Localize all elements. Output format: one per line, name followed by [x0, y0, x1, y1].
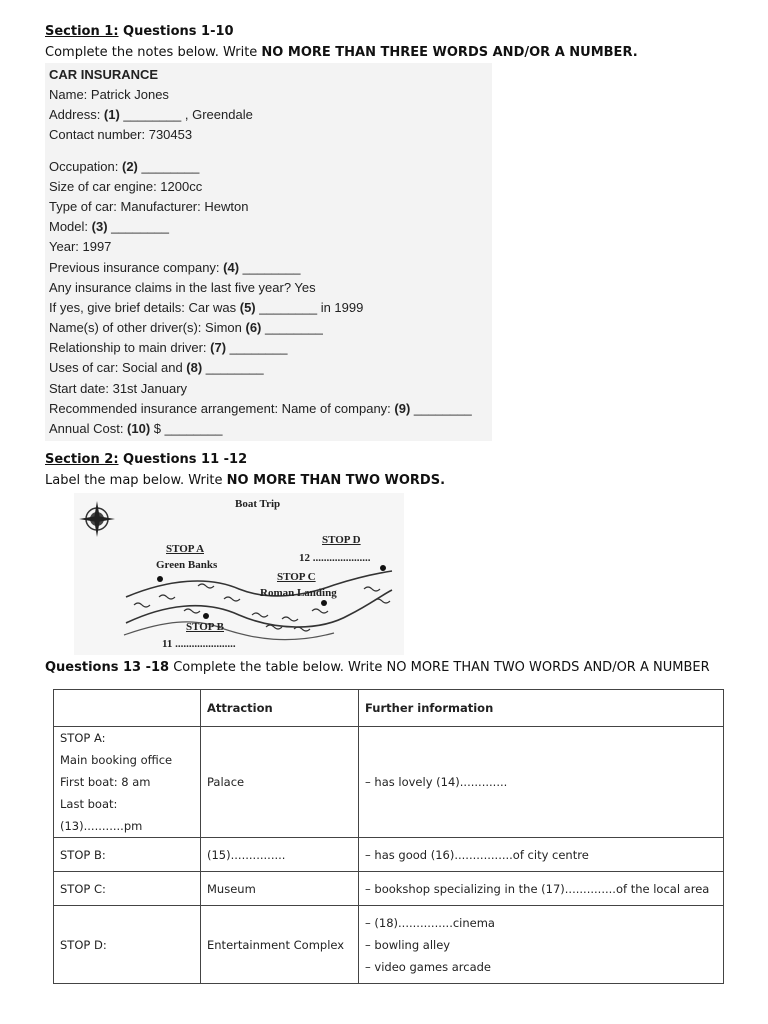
form-uses — [49, 360, 264, 375]
blank: ________ — [239, 260, 301, 275]
form-name: Name: Patrick Jones — [49, 87, 169, 102]
attraction-cell: Palace — [201, 727, 359, 838]
section2-label: Section 2: — [45, 452, 119, 467]
table-row — [54, 727, 724, 838]
blank: ________ — [410, 401, 472, 416]
form-type: Type of car: Manufacturer: Hewton — [49, 199, 249, 214]
stop-c-marker — [321, 600, 327, 606]
form-start-date: Start date: 31st January — [49, 381, 188, 396]
table-header-row — [54, 690, 724, 727]
label: If yes, give brief details: Car was — [49, 300, 240, 315]
stop-a-name: Green Banks — [156, 559, 218, 571]
form-recommended-company — [49, 401, 472, 416]
label: Address: — [49, 107, 104, 122]
cell-line: – (18)...............cinema — [365, 915, 495, 930]
question-number: (8) — [186, 360, 203, 375]
section2-title: Questions 11 -12 — [118, 452, 248, 467]
info-cell: – has lovely (14)............. — [359, 727, 724, 838]
stop-c-cell: STOP C: — [54, 872, 201, 906]
cell-line: Main booking office — [60, 753, 173, 767]
form-year: Year: 1997 — [49, 239, 112, 254]
table-row — [54, 872, 724, 906]
label: Recommended insurance arrangement: Name of company: — [49, 401, 395, 416]
stop-a-label: STOP A — [166, 543, 205, 555]
blank: ________ — [107, 219, 169, 234]
form-contact: Contact number: 730453 — [49, 127, 193, 142]
boat-trip-map — [74, 493, 404, 655]
cell-line: – video games arcade — [365, 959, 492, 974]
question-12-label: 12 ..................... — [299, 552, 371, 564]
blank: ________ , Greendale — [119, 107, 253, 122]
instruction-emphasis: NO MORE THAN THREE WORDS AND/OR A NUMBER. — [261, 45, 638, 60]
river-bank-north — [126, 571, 392, 597]
label: Previous insurance company: — [49, 260, 224, 275]
attraction-cell: (15)............... — [201, 838, 359, 872]
blank: ________ — [226, 340, 288, 355]
stop-b-cell: STOP B: — [54, 838, 201, 872]
info-cell: – bookshop specializing in the (17)..............of the local area — [359, 872, 724, 906]
form-claim-details — [49, 300, 363, 315]
stop-d-cell: STOP D: — [54, 906, 201, 984]
instruction-text: Label the map below. Write — [45, 473, 227, 488]
map-title: Boat Trip — [235, 498, 281, 510]
question-number: (4) — [223, 260, 240, 275]
instruction-emphasis: NO MORE THAN TWO WORDS. — [226, 473, 446, 488]
section1-label: Section 1: — [45, 24, 119, 39]
form-relationship — [49, 340, 287, 355]
cell-line: – bowling alley — [365, 937, 451, 952]
label: Uses of car: Social and — [49, 360, 187, 375]
form-previous-insurer — [49, 260, 301, 275]
form-claims: Any insurance claims in the last five year? Yes — [49, 280, 316, 295]
blank: ________ in 1999 — [255, 300, 364, 315]
form-address — [49, 107, 253, 122]
instruction-text: Complete the notes below. Write — [45, 45, 262, 60]
form-model — [49, 219, 169, 234]
form-occupation — [49, 159, 199, 174]
section3-instruction: Complete the table below. Write NO MORE THAN TWO WORDS AND/OR A NUMBER — [169, 660, 710, 675]
label: Occupation: — [49, 159, 122, 174]
table-row — [54, 906, 724, 984]
label: Relationship to main driver: — [49, 340, 211, 355]
column-header: Attraction — [201, 690, 359, 727]
stops-table — [53, 689, 724, 984]
stop-c-label: STOP C — [277, 571, 316, 583]
attraction-cell: Museum — [201, 872, 359, 906]
blank: ________ — [202, 360, 264, 375]
blank: $ ________ — [150, 421, 223, 436]
form-engine: Size of car engine: 1200cc — [49, 179, 203, 194]
info-cell: – has good (16)................of city centre — [359, 838, 724, 872]
question-number: (9) — [394, 401, 411, 416]
section2-heading — [45, 452, 247, 467]
blank: ________ — [137, 159, 200, 174]
section1-heading — [45, 24, 234, 39]
section2-instruction — [45, 473, 445, 488]
map-drawing — [74, 493, 404, 655]
stop-b-marker — [203, 613, 209, 619]
blank: ________ — [261, 320, 323, 335]
question-number: (5) — [239, 300, 256, 315]
stop-a-marker — [157, 576, 163, 582]
question-number: (6) — [245, 320, 262, 335]
stop-d-marker — [380, 565, 386, 571]
cell-line: First boat: 8 am — [60, 775, 151, 789]
section3-title: Questions 13 -18 — [45, 660, 170, 675]
question-number: (10) — [127, 421, 151, 436]
section1-instruction — [45, 45, 638, 60]
question-number: (1) — [103, 107, 120, 122]
label: Model: — [49, 219, 92, 234]
form-other-drivers — [49, 320, 323, 335]
question-11-label: 11 ...................... — [162, 638, 236, 650]
stop-c-name: Roman Landing — [260, 587, 337, 599]
question-number: (7) — [210, 340, 227, 355]
question-number: (3) — [91, 219, 108, 234]
info-cell — [359, 906, 724, 984]
column-header: Further information — [359, 690, 724, 727]
section1-title: Questions 1-10 — [118, 24, 234, 39]
stop-a-cell — [54, 727, 201, 838]
form-annual-cost — [49, 421, 222, 436]
attraction-cell: Entertainment Complex — [201, 906, 359, 984]
stop-d-label: STOP D — [322, 534, 361, 546]
column-header — [54, 690, 201, 727]
section3-heading — [45, 660, 710, 675]
label: Annual Cost: — [49, 421, 128, 436]
stop-b-label: STOP B — [186, 621, 225, 633]
question-number: (2) — [122, 159, 138, 174]
form-title: CAR INSURANCE — [49, 67, 159, 82]
table-row — [54, 838, 724, 872]
cell-line: STOP A: — [60, 731, 106, 745]
label: Name(s) of other driver(s): Simon — [49, 320, 246, 335]
compass-rose-icon — [79, 501, 115, 537]
cell-line: Last boat: (13)...........pm — [60, 797, 143, 833]
